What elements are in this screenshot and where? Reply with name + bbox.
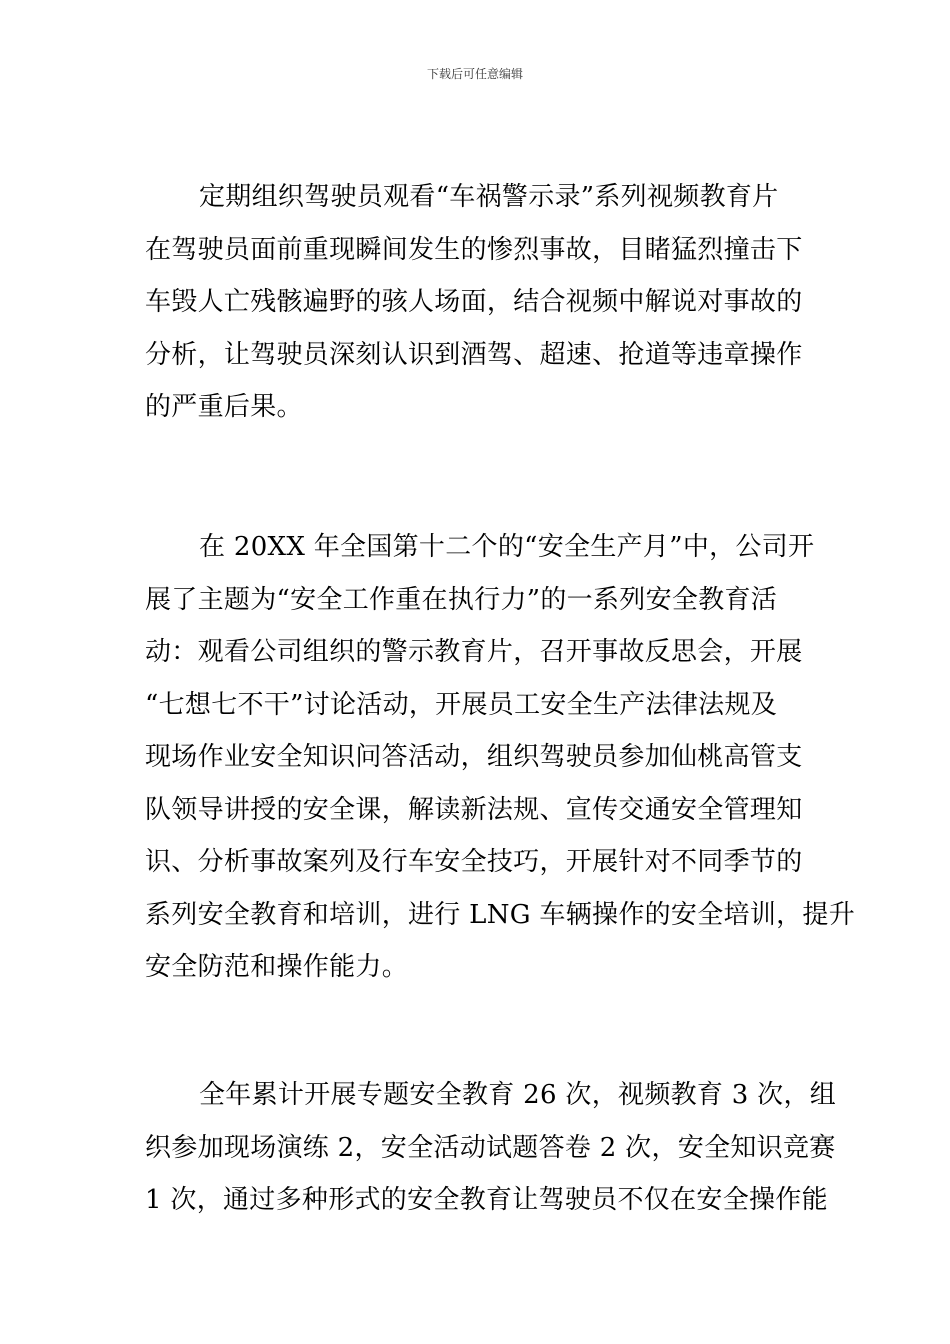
paragraph-line: 队领导讲授的安全课，解读新法规、宣传交通安全管理知 (145, 794, 803, 825)
paragraph-line: 动：观看公司组织的警示教育片，召开事故反思会，开展 (145, 637, 803, 667)
paragraph-line: 在 20XX 年全国第十二个的“安全生产月”中，公司开 (199, 532, 815, 562)
paragraph-line: 1 次，通过多种形式的安全教育让驾驶员不仅在安全操作能 (145, 1185, 828, 1215)
paragraph-line: 识、分析事故案列及行车安全技巧，开展针对不同季节的 (145, 847, 803, 877)
paragraph-line: 在驾驶员面前重现瞬间发生的惨烈事故，目睹猛烈撞击下 (145, 234, 803, 265)
paragraph-line: 的严重后果。 (145, 392, 303, 422)
paragraph-line: 织参加现场演练 2，安全活动试题答卷 2 次，安全知识竞赛 (145, 1132, 836, 1163)
paragraph-line: 全年累计开展专题安全教育 26 次，视频教育 3 次，组 (199, 1080, 837, 1110)
paragraph-video-education (145, 171, 810, 434)
paragraph-line: 安全防范和操作能力。 (145, 952, 409, 982)
paragraph-safety-month (145, 521, 856, 994)
paragraph-line: 展了主题为“安全工作重在执行力”的一系列安全教育活 (145, 584, 778, 615)
paragraph-line: 车毁人亡残骸遍野的骇人场面，结合视频中解说对事故的 (145, 287, 803, 317)
paragraph-line: “七想七不干”讨论活动，开展员工安全生产法律法规及 (145, 689, 778, 720)
paragraph-line: 分析，让驾驶员深刻认识到酒驾、超速、抢道等违章操作 (145, 339, 803, 370)
paragraph-line: 定期组织驾驶员观看“车祸警示录”系列视频教育片 (199, 182, 779, 212)
paragraph-line: 现场作业安全知识问答活动，组织驾驶员参加仙桃高管支 (145, 742, 803, 772)
paragraph-line: 系列安全教育和培训，进行 LNG 车辆操作的安全培训，提升 (145, 899, 856, 930)
page-header: 下载后可任意编辑 (426, 67, 523, 81)
paragraph-annual-summary (145, 1069, 837, 1227)
